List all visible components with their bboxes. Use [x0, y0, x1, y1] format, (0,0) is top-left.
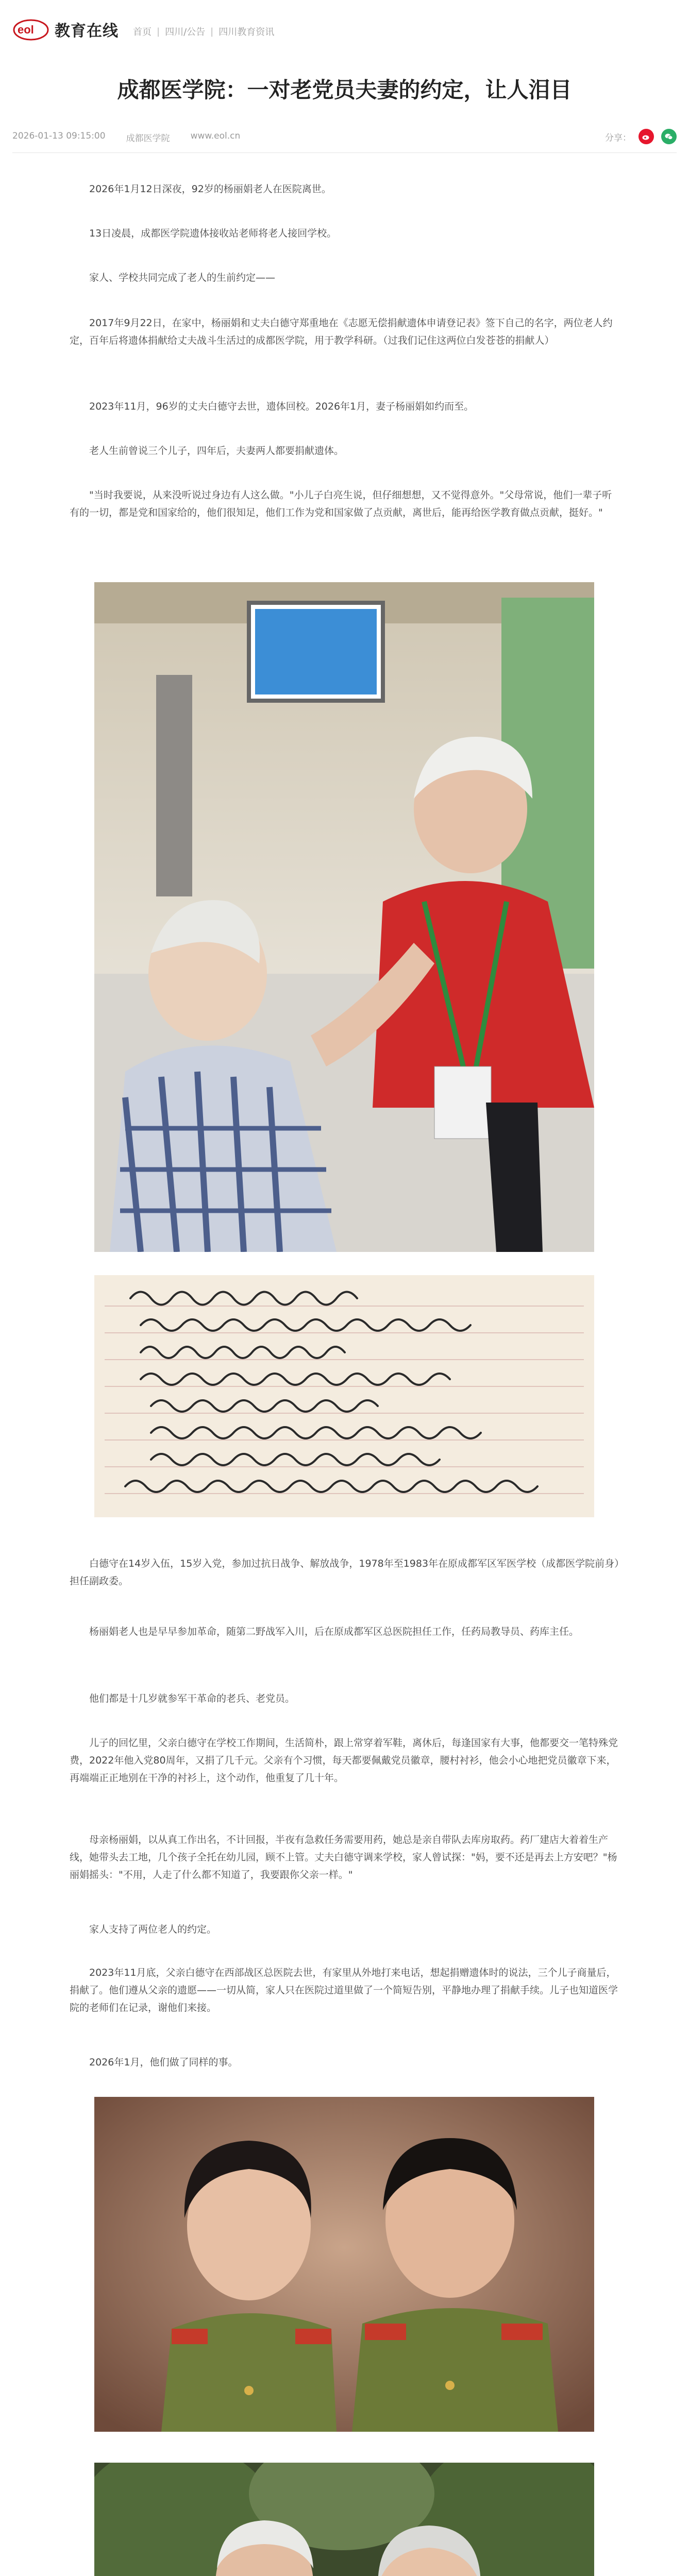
photo-handwritten-pledge: [94, 1275, 594, 1517]
share-label: 分享：: [605, 132, 631, 143]
article-paragraph: 2017年9月22日，在家中，杨丽娟和丈夫白德守郑重地在《志愿无偿捐献遗体申请登记表》签下自己的名字，两位老人约定，百年后将遗体捐献给丈夫战斗生活过的成都医学院，用于教学科研。（过我们记住这两位白发苍苍的捐献人）: [70, 317, 613, 346]
chevron-right-icon: |: [210, 26, 214, 37]
logo-text: 教育在线: [55, 22, 119, 40]
share-wechat-button[interactable]: [661, 129, 677, 144]
article-paragraph: 儿子的回忆里，父亲白德守在学校工作期间，生活简朴，跟上常穿着军鞋，离休后，每逢国家有大事，他都要交一笔特殊党费，2022年他入党80周年，又捐了几千元。父亲有个习惯，每天都要佩戴党员徽章，腰村衬衫，他会小心地把党员徽章下来，再端端正正地别在干净的衬衫上，这个动作，他重复了几十年。: [70, 1737, 618, 1784]
eol-logo-mark: [12, 18, 49, 41]
article-paragraph: 2023年11月，96岁的丈夫白德守去世，遗体回校。2026年1月，妻子杨丽娟如约而至。: [89, 401, 474, 412]
article-paragraph: 老人生前曾说三个儿子，四年后，夫妻两人都要捐献遗体。: [89, 445, 344, 456]
article-paragraph: 13日凌晨，成都医学院遗体接收站老师将老人接回学校。: [89, 228, 337, 239]
article-paragraph: 母亲杨丽娟，以从真工作出名，不计回报，半夜有急救任务需要用药，她总是亲自带队去库房取药。药厂建店大着着生产线，她带头去工地，几个孩子全托在幼儿园，顾不上管。丈夫白德守调来学校，家人曾试探："妈，要不还是再去上方安吧？"杨丽娟摇头："不用，人走了什么都不知道了，我要跟你父亲一样。": [70, 1834, 617, 1880]
article-paragraph: 他们都是十几岁就参军干革命的老兵、老党员。: [89, 1693, 295, 1704]
photo-elderly-couple-medals: [94, 2463, 594, 2576]
breadcrumb-category[interactable]: 四川教育资讯: [219, 27, 275, 38]
publish-date: 2026-01-13 09:15:00: [12, 131, 106, 141]
article-paragraph: 白德守在14岁入伍，15岁入党，参加过抗日战争、解放战争，1978年至1983年在原成都军区军医学校（成都医学院前身）担任副政委。: [70, 1558, 619, 1587]
article-paragraph: 家人、学校共同完成了老人的生前约定——: [89, 272, 276, 283]
article-source: 成都医学院: [126, 133, 170, 144]
article-paragraph: 家人支持了两位老人的约定。: [89, 1924, 217, 1935]
article-paragraph: 杨丽娟老人也是早早参加革命，随第二野战军入川，后在原成都军区总医院担任工作，任药局教导员、药库主任。: [89, 1626, 579, 1637]
breadcrumb-section[interactable]: 四川/公告: [165, 27, 206, 38]
article-paragraph: 2023年11月底，父亲白德守在西部战区总医院去世，有家里从外地打来电话，想起捐赠遗体时的说法，三个儿子商量后，捐献了。他们遵从父亲的遗愿——一切从简，家人只在医院过道里做了一个简短告别，平静地办理了捐献手续。儿子也知道医学院的老师们在记录，谢他们来接。: [70, 1967, 618, 2013]
article-paragraph: 2026年1月12日深夜，92岁的杨丽娟老人在医院离世。: [89, 183, 331, 195]
site-domain: www.eol.cn: [190, 131, 241, 141]
article-paragraph: "当时我要说，从来没听说过身边有人这么做。"小儿子白亮生说，但仔细想想，又不觉得意外。"父母常说，他们一辈子听有的一切，都是党和国家给的，他们很知足，他们工作为党和国家做了点贡献，离世后，能再给医学教育做点贡献，挺好。": [70, 489, 612, 518]
article-title: 成都医学院：一对老党员夫妻的约定，让人泪目: [117, 77, 572, 103]
svg-text:eol: eol: [18, 23, 34, 36]
article-body: [70, 0, 621, 2576]
photo-couple-hospital: [94, 582, 594, 1252]
share-weibo-button[interactable]: [638, 129, 654, 144]
article-paragraph: 2026年1月，他们做了同样的事。: [89, 2057, 238, 2068]
chevron-right-icon: |: [157, 26, 160, 37]
breadcrumb-home[interactable]: 首页: [133, 27, 152, 38]
weibo-icon: [642, 132, 651, 141]
photo-young-couple-uniform: [94, 2097, 594, 2432]
wechat-icon: [664, 132, 674, 141]
